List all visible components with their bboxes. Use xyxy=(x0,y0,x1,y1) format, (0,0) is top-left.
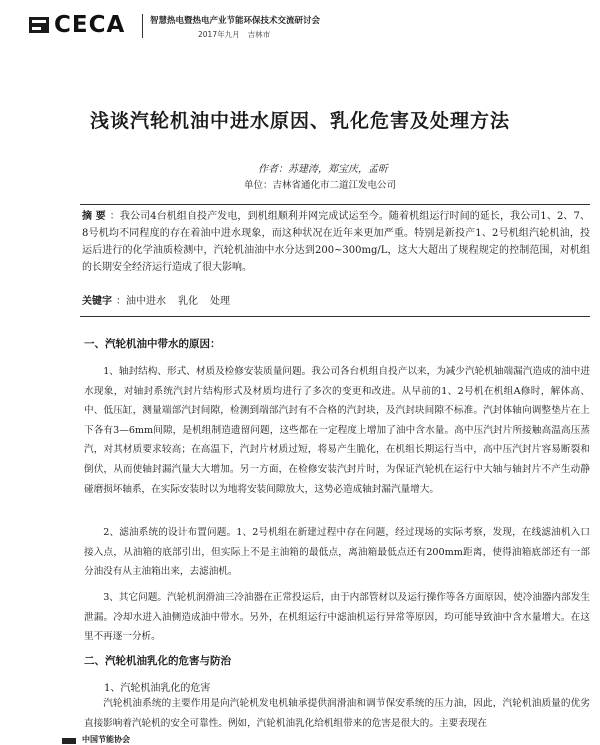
paragraph: 汽轮机油系统的主要作用是向汽轮机发电机轴承提供润滑油和调节保安系统的压力油，因此，汽轮机油质量的优劣直接影响着汽轮机的安全可靠性。例如，汽轮机油乳化给机组带来的危害是很大的。主要表现在 xyxy=(84,698,590,729)
abstract-label: 摘 要 xyxy=(82,211,106,222)
conference-header xyxy=(28,10,588,46)
keyword: 乳化 xyxy=(178,296,198,307)
abstract-text: ：我公司4台机组自投产发电，到机组顺利并网完成试运至今。随着机组运行时间的延长，我公司1、2、7、8号机均不同程度的存在着油中进水现象，而这种状况在近年来更加严重。特别是新投产1、2号机组汽轮机油，投运后进行的化学油质检测中，汽轮机油油中水分达到200~300mg/L，这大大超出了规程规定的控制范围，对机组的长期安全经济运行造成了很大影响。 xyxy=(82,211,590,273)
footer-logo-icon xyxy=(62,738,76,744)
conference-name: 智慧热电暨热电产业节能环保技术交流研讨会 xyxy=(150,16,321,26)
section-heading: 二、汽轮机油乳化的危害与防治 xyxy=(84,655,231,667)
keywords-label: 关键字 xyxy=(82,296,112,307)
paragraph: 1、轴封结构、形式、材质及检修安装质量问题。我公司各台机组自投产以来，为减少汽轮机轴端漏汽造成的油中进水现象，对轴封系统汽封片结构形式及材质均进行了多次的变更和改进。从早前的1、2号机在机组A修时，解体高、中、低压缸，测量端部汽封间隙，检测到端部汽封有不合格的汽封块，及汽封块间隙不标准。汽封体轴向调整垫片在上下各有3—6mm间隙，是机组制造遗留问题，这些都在一定程度上增加了油中含水量。高中压汽封片所接触高温高压蒸汽，对其材质要求较高；在高温下，汽封片材质过短，将易产生脆化，在机组长期运行当中，高中压汽封片容易断裂和倒伏，从而使轴封漏汽量大大增加。另一方面，在检修安装汽封片时，为保证汽轮机在运行中大轴与轴封片不产生动静碰磨损坏轴系，在实际安装时以为地将安装间隙放大，这势必造成轴封漏汽量增大。 xyxy=(84,366,590,495)
keyword: 处理 xyxy=(210,296,230,307)
conference-location: 吉林市 xyxy=(247,30,271,39)
keyword: ：油中进水 xyxy=(116,296,166,307)
paragraph: 3、其它问题。汽轮机润滑油三冷油器在正常投运后，由于内部管材以及运行操作等各方面原因，使冷油器内部发生泄漏。冷却水进入油侧造成油中带水。另外，在机组运行中滤油机运行异常等原因，均可能导致油中含水量增大。在这里不再逐一分析。 xyxy=(84,592,590,643)
subsection-heading: 1、汽轮机油乳化的危害 xyxy=(104,683,211,694)
ceca-logo-icon xyxy=(28,14,50,36)
logo-text: CECA xyxy=(54,12,126,38)
authors: 作者：苏建涛，郑宝庆，孟昕 xyxy=(258,164,388,175)
affiliation: 单位：吉林省通化市二道江发电公司 xyxy=(244,180,397,191)
abstract-bottom-rule xyxy=(80,316,590,317)
paper-title: 浅谈汽轮机油中进水原因、乳化危害及处理方法 xyxy=(89,110,510,132)
footer-text: 中国节能协会 xyxy=(82,735,130,744)
header-divider xyxy=(142,14,143,38)
abstract xyxy=(82,208,590,276)
conference-date-location xyxy=(198,29,278,40)
abstract-top-rule xyxy=(80,204,590,205)
conference-date: 2017年九月 xyxy=(198,30,240,39)
section-heading: 一、汽轮机油中带水的原因： xyxy=(84,338,221,350)
keywords xyxy=(82,292,242,307)
paragraph: 2、滤油系统的设计布置问题。1、2号机组在新建过程中存在问题，经过现场的实际考察，发现，在线滤油机入口接入点，从油箱的底部引出，但实际上不是主油箱的最低点，离油箱最低点还有200mm距离，使得油箱底部还有一部分油没有从主油箱出来，去滤油机。 xyxy=(84,527,590,578)
